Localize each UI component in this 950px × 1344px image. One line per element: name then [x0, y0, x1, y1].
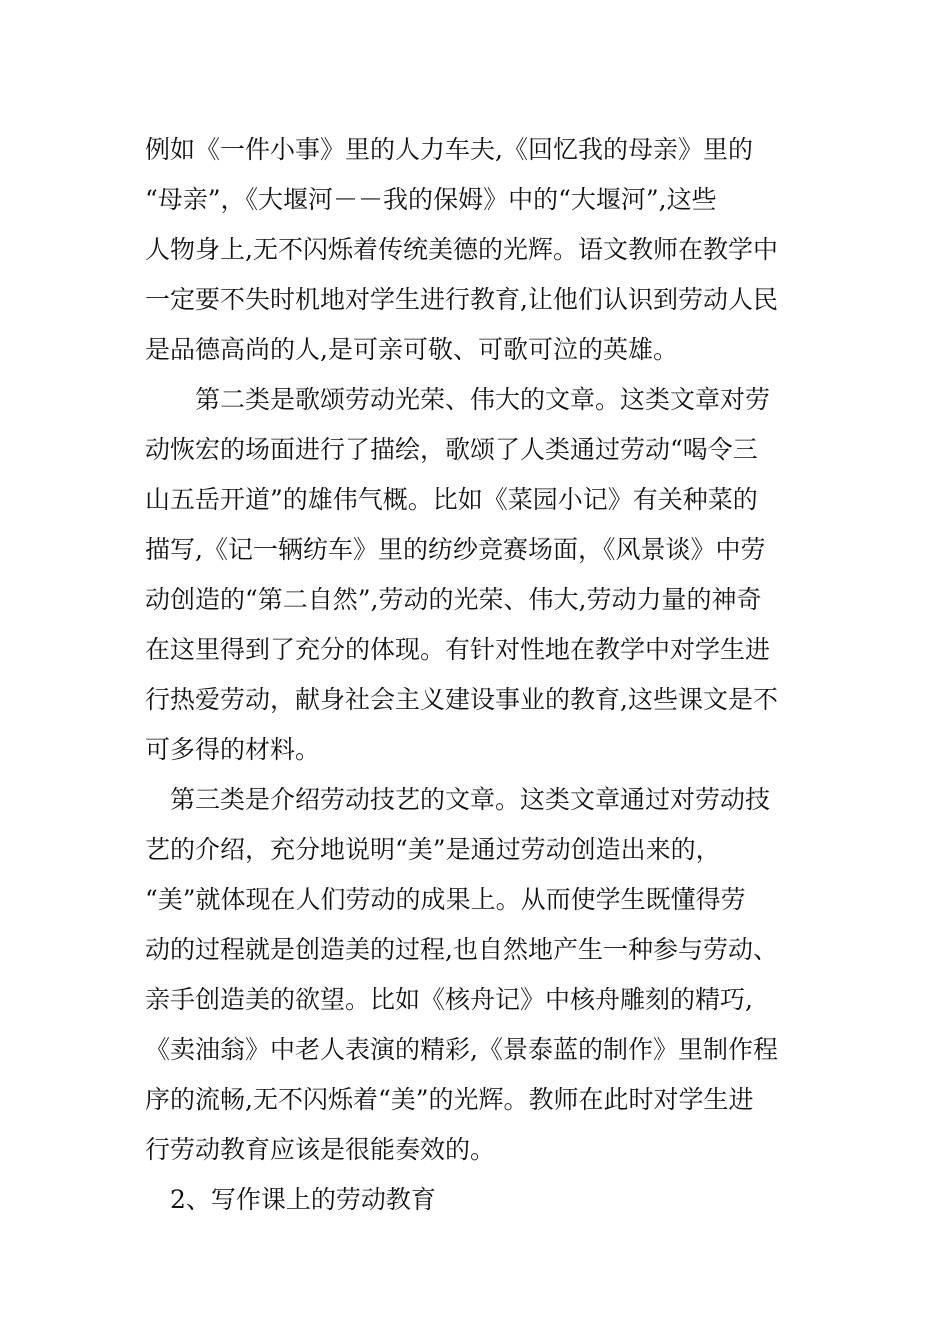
text-line: 在这里得到了充分的体现。有针对性地在教学中对学生进	[145, 635, 771, 664]
text-line: 艺的介绍，充分地说明“美”是通过劳动创造出来的，	[145, 835, 721, 864]
text-line: 例如《一件小事》里的人力车夫,《回忆我的母亲》里的	[145, 135, 753, 164]
section-heading: 2、写作课上的劳动教育	[170, 1185, 436, 1214]
paragraph-first-line: 第二类是歌颂劳动光荣、伟大的文章。这类文章对劳	[195, 385, 771, 414]
text-line: 描写,《记一辆纺车》里的纺纱竞赛场面，《风景谈》中劳	[145, 535, 766, 564]
text-line: “母亲”，《大堰河－－我的保姆》中的“大堰河”,这些	[145, 185, 717, 214]
text-line: 山五岳开道”的雄伟气概。比如《菜园小记》有关种菜的	[145, 485, 758, 514]
text-line: 序的流畅,无不闪烁着“美”的光辉。教师在此时对学生进	[145, 1085, 754, 1114]
text-line: 亲手创造美的欲望。比如《核舟记》中核舟雕刻的精巧,	[145, 985, 753, 1014]
text-line: 一定要不失时机地对学生进行教育,让他们认识到劳动人民	[145, 285, 778, 314]
text-line: 是品德高尚的人,是可亲可敬、可歌可泣的英雄。	[145, 335, 678, 364]
text-line: 人物身上,无不闪烁着传统美德的光辉。语文教师在教学中	[145, 235, 778, 264]
text-line: 动的过程就是创造美的过程,也自然地产生一种参与劳动、	[145, 935, 778, 964]
paragraph-first-line: 第三类是介绍劳动技艺的文章。这类文章通过对劳动技	[170, 785, 771, 814]
text-line: 《卖油翁》中老人表演的精彩,《景泰蓝的制作》里制作程	[145, 1035, 778, 1064]
text-line: 动创造的“第二自然”,劳动的光荣、伟大,劳动力量的神奇	[145, 585, 762, 614]
text-line: 可多得的材料。	[145, 735, 321, 764]
text-line: 行劳动教育应该是很能奏效的。	[145, 1135, 496, 1164]
text-line: “美”就体现在人们劳动的成果上。从而使学生既懂得劳	[145, 885, 746, 914]
text-line: 动恢宏的场面进行了描绘，歌颂了人类通过劳动“喝令三	[145, 435, 758, 464]
text-line: 行热爱劳动，献身社会主义建设事业的教育,这些课文是不	[145, 685, 778, 714]
